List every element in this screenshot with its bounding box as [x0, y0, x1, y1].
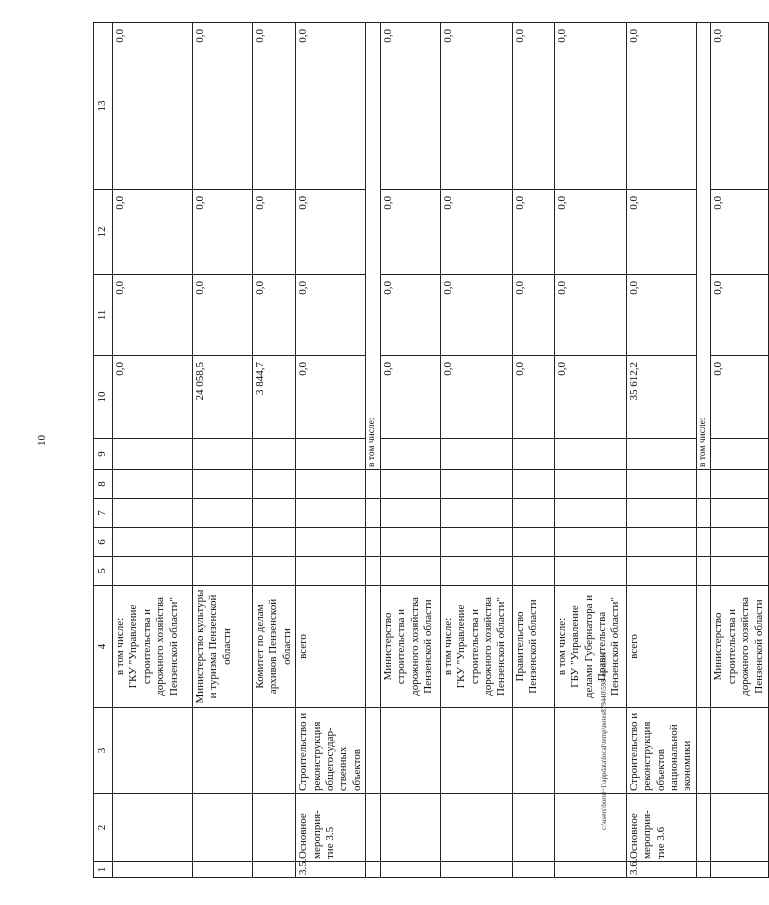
event-name: [711, 794, 769, 862]
event-description: [512, 708, 554, 794]
row-cell: [366, 557, 381, 586]
empty-cell: [380, 499, 440, 528]
responsible-executor: всего: [296, 586, 366, 708]
value-2022: 0,0: [380, 190, 440, 275]
column-header: 12: [94, 190, 113, 275]
value-2020: 0,0: [380, 356, 440, 439]
responsible-executor: Комитет по делам архивов Пензенской области: [253, 586, 296, 708]
event-description: Строительство и реконструкция объектов национальной экономики: [626, 708, 696, 794]
empty-cell: [296, 499, 366, 528]
event-name: [554, 794, 626, 862]
empty-cell: [711, 470, 769, 499]
file-path-footer: c:\users\borol~1\appdata\local\temp\notes879440\598-пп.d.ocx: [600, 652, 608, 830]
value-2021: 0,0: [193, 275, 253, 356]
row-number: [193, 862, 253, 878]
event-description: [440, 708, 512, 794]
empty-cell: [296, 439, 366, 470]
row-number: [440, 862, 512, 878]
event-name: Основное мероприя-тие 3.5: [296, 794, 366, 862]
row-number: [380, 862, 440, 878]
table-row: [626, 23, 696, 878]
table-row: [440, 23, 512, 878]
column-header: 9: [94, 439, 113, 470]
row-cell: [696, 862, 711, 878]
event-description: [193, 708, 253, 794]
column-header: 10: [94, 356, 113, 439]
event-name: [253, 794, 296, 862]
table-row: [113, 23, 193, 878]
empty-cell: [554, 557, 626, 586]
event-name: Основное мероприя-тие 3.6: [626, 794, 696, 862]
table-row: [554, 23, 626, 878]
row-cell: [366, 586, 381, 708]
rotated-table-wrapper: [93, 23, 765, 878]
table-row: [253, 23, 296, 878]
value-2021: 0,0: [113, 275, 193, 356]
event-description: Строительство и реконструкция общегосудар-ственных объектов: [296, 708, 366, 794]
value-2021: 0,0: [253, 275, 296, 356]
empty-cell: [253, 557, 296, 586]
empty-cell: [440, 470, 512, 499]
responsible-executor: всего: [626, 586, 696, 708]
event-description: [554, 708, 626, 794]
empty-cell: [512, 470, 554, 499]
column-header: 11: [94, 275, 113, 356]
empty-cell: [380, 528, 440, 557]
value-2022: 0,0: [253, 190, 296, 275]
empty-cell: [554, 499, 626, 528]
empty-cell: [554, 439, 626, 470]
column-header: 2: [94, 794, 113, 862]
empty-cell: [440, 499, 512, 528]
value-2022: 0,0: [296, 190, 366, 275]
empty-cell: [512, 557, 554, 586]
row-cell: [366, 708, 381, 794]
value-2020: 0,0: [711, 356, 769, 439]
empty-cell: [380, 470, 440, 499]
empty-cell: [440, 557, 512, 586]
empty-cell: [113, 470, 193, 499]
empty-cell: [554, 528, 626, 557]
empty-cell: [113, 557, 193, 586]
empty-cell: [193, 470, 253, 499]
event-description: [711, 708, 769, 794]
empty-cell: [253, 439, 296, 470]
event-name: [512, 794, 554, 862]
empty-cell: [193, 557, 253, 586]
event-name: [380, 794, 440, 862]
empty-cell: [440, 439, 512, 470]
value-2020: 0,0: [440, 356, 512, 439]
column-header: 4: [94, 586, 113, 708]
row-cell: [366, 499, 381, 528]
column-header: 1: [94, 862, 113, 878]
event-description: [380, 708, 440, 794]
row-cell: [696, 708, 711, 794]
table-row: [296, 23, 366, 878]
row-cell: [366, 528, 381, 557]
row-number: 3.6.: [626, 862, 696, 878]
empty-cell: [193, 439, 253, 470]
empty-cell: [512, 499, 554, 528]
value-2020: 0,0: [554, 356, 626, 439]
responsible-executor: Министерство строительства и дорожного хозяйства Пензенской области: [380, 586, 440, 708]
in-including-note: в том числе:: [366, 23, 381, 470]
empty-cell: [113, 528, 193, 557]
empty-cell: [440, 528, 512, 557]
empty-cell: [113, 499, 193, 528]
empty-cell: [113, 439, 193, 470]
budget-table: [93, 22, 769, 878]
value-2022: 0,0: [113, 190, 193, 275]
column-header: 6: [94, 528, 113, 557]
empty-cell: [711, 557, 769, 586]
empty-cell: [380, 557, 440, 586]
row-number: [554, 862, 626, 878]
empty-cell: [626, 528, 696, 557]
empty-cell: [711, 499, 769, 528]
value-2023: 0,0: [626, 23, 696, 190]
empty-cell: [193, 499, 253, 528]
value-2023: 0,0: [711, 23, 769, 190]
empty-cell: [554, 470, 626, 499]
value-2022: 0,0: [554, 190, 626, 275]
row-cell: [696, 557, 711, 586]
empty-cell: [626, 557, 696, 586]
empty-cell: [626, 439, 696, 470]
table-row: [380, 23, 440, 878]
value-2020: 3 844,7: [253, 356, 296, 439]
empty-cell: [626, 499, 696, 528]
row-cell: [696, 586, 711, 708]
value-2021: 0,0: [512, 275, 554, 356]
page-number: 10: [36, 435, 48, 446]
empty-cell: [253, 528, 296, 557]
value-2022: 0,0: [512, 190, 554, 275]
event-description: [253, 708, 296, 794]
column-header: 7: [94, 499, 113, 528]
table-row: [711, 23, 769, 878]
empty-cell: [253, 499, 296, 528]
row-cell: [366, 794, 381, 862]
empty-cell: [512, 439, 554, 470]
row-cell: [696, 528, 711, 557]
value-2020: 35 612,2: [626, 356, 696, 439]
empty-cell: [253, 470, 296, 499]
value-2022: 0,0: [193, 190, 253, 275]
value-2021: 0,0: [440, 275, 512, 356]
value-2023: 0,0: [554, 23, 626, 190]
responsible-executor: в том числе: ГКУ "Управление строительства и дорожного хозяйства Пензенской области": [113, 586, 193, 708]
responsible-executor: в том числе: ГКУ "Управление строительства и дорожного хозяйства Пензенской области": [440, 586, 512, 708]
value-2022: 0,0: [440, 190, 512, 275]
row-number: [113, 862, 193, 878]
row-number: [253, 862, 296, 878]
row-cell: [696, 470, 711, 499]
row-cell: [696, 794, 711, 862]
value-2023: 0,0: [253, 23, 296, 190]
event-description: [113, 708, 193, 794]
empty-cell: [711, 439, 769, 470]
value-2021: 0,0: [711, 275, 769, 356]
column-header: 3: [94, 708, 113, 794]
row-cell: [366, 470, 381, 499]
empty-cell: [512, 528, 554, 557]
empty-cell: [626, 470, 696, 499]
table-row: [193, 23, 253, 878]
responsible-executor: Правительство Пензенской области: [512, 586, 554, 708]
value-2021: 0,0: [380, 275, 440, 356]
value-2022: 0,0: [711, 190, 769, 275]
value-2022: 0,0: [626, 190, 696, 275]
empty-cell: [296, 528, 366, 557]
event-name: [440, 794, 512, 862]
table-row: [696, 23, 711, 878]
row-number: 3.5.: [296, 862, 366, 878]
value-2021: 0,0: [296, 275, 366, 356]
event-name: [113, 794, 193, 862]
table-header-row: [94, 23, 113, 878]
responsible-executor: Министерство строительства и дорожного хозяйства Пензенской области: [711, 586, 769, 708]
event-name: [193, 794, 253, 862]
responsible-executor: в том числе: ГБУ "Управление делами Губернатора и Правительства Пензенской области": [554, 586, 626, 708]
row-cell: [696, 499, 711, 528]
row-number: [711, 862, 769, 878]
empty-cell: [193, 528, 253, 557]
table-row: [512, 23, 554, 878]
row-cell: [366, 862, 381, 878]
value-2021: 0,0: [626, 275, 696, 356]
row-number: [512, 862, 554, 878]
value-2020: 0,0: [512, 356, 554, 439]
value-2021: 0,0: [554, 275, 626, 356]
column-header: 13: [94, 23, 113, 190]
value-2020: 0,0: [113, 356, 193, 439]
value-2020: 24 058,5: [193, 356, 253, 439]
empty-cell: [296, 470, 366, 499]
empty-cell: [296, 557, 366, 586]
responsible-executor: Министерство культуры и туризма Пензенской области: [193, 586, 253, 708]
table-row: [366, 23, 381, 878]
value-2023: 0,0: [440, 23, 512, 190]
value-2023: 0,0: [296, 23, 366, 190]
value-2023: 0,0: [193, 23, 253, 190]
empty-cell: [711, 528, 769, 557]
value-2023: 0,0: [512, 23, 554, 190]
in-including-note: в том числе:: [696, 23, 711, 470]
empty-cell: [380, 439, 440, 470]
value-2020: 0,0: [296, 356, 366, 439]
value-2023: 0,0: [113, 23, 193, 190]
column-header: 5: [94, 557, 113, 586]
value-2023: 0,0: [380, 23, 440, 190]
column-header: 8: [94, 470, 113, 499]
